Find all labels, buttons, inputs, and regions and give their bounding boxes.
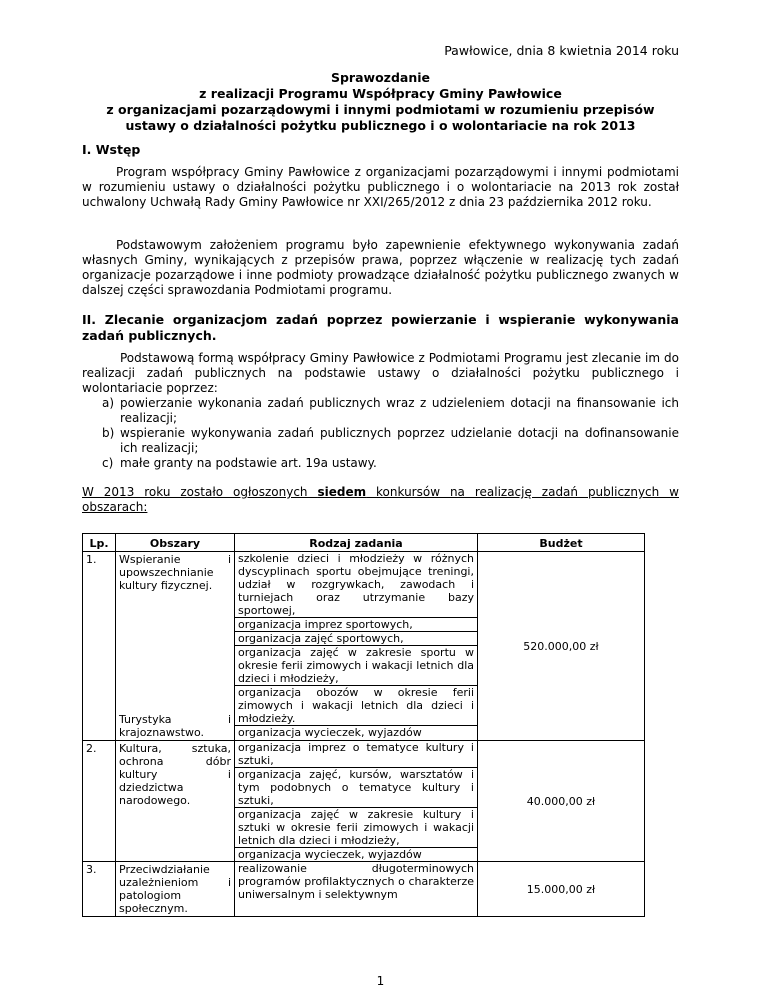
contests-count: siedem: [317, 485, 367, 499]
task-item: realizowanie długoterminowych programów profilaktycznych o charakterze uniwersalnym i selektywnym: [238, 862, 474, 901]
row-areas: [116, 552, 235, 741]
task-item: organizacja zajęć w zakresie sportu w okresie ferii zimowych i wakacji letnich dla dzieci i młodzieży,: [235, 646, 477, 686]
intro-paragraph-2: Podstawowym założeniem programu było zapewnienie efektywnego wykonywania zadań własnych Gminy, wynikających z przepisów prawa, poprzez włączenie w realizację tych zadań organizacje pozarządowe i inne podmioty prowadzące działalność pożytku publicznego zwanych w dalszej części sprawozdania Podmiotami programu.: [82, 238, 679, 297]
task-item: organizacja imprez sportowych,: [235, 618, 477, 632]
title-line: z organizacjami pozarządowymi i innymi podmiotami w rozumieniu przepisów: [106, 102, 655, 117]
row-budget: 15.000,00 zł: [478, 862, 645, 917]
row-tasks: [235, 862, 478, 917]
table-header-row: [83, 534, 645, 552]
list-text: małe granty na podstawie art. 19a ustawy.: [120, 456, 377, 470]
section-heading-commissioning: II. Zlecanie organizacjom zadań poprzez powierzanie i wspieranie wykonywania zadań publicznych.: [82, 312, 679, 343]
row-number: 2.: [83, 741, 116, 862]
row-number: 1.: [83, 552, 116, 741]
list-marker: c): [102, 456, 114, 470]
row-number: 3.: [83, 862, 116, 917]
row-areas: [116, 862, 235, 917]
document-title: [82, 70, 679, 134]
task-item: organizacja wycieczek, wyjazdów: [238, 848, 422, 861]
list-text: wspieranie wykonywania zadań publicznych poprzez udzielanie dotacji na dofinansowanie ich realizacji;: [120, 426, 679, 455]
commissioning-paragraph: Podstawową formą współpracy Gminy Pawłowice z Podmiotami Programu jest zlecanie im do realizacji zadań publicznych na podstawie ustawy o działalności pożytku publicznego i wolontariacie poprzez:: [82, 351, 679, 395]
list-item: [102, 456, 679, 471]
task-item: organizacja zajęć w zakresie kultury i sztuki w okresie ferii zimowych i wakacji letnich dla dzieci i młodzieży,: [235, 808, 477, 848]
task-item: organizacja zajęć sportowych,: [235, 632, 477, 646]
list-marker: b): [102, 426, 115, 440]
row-budget: 40.000,00 zł: [478, 741, 645, 862]
contests-text-pre: W 2013 roku zostało ogłoszonych: [82, 485, 318, 499]
list-text: powierzanie wykonania zadań publicznych wraz z udzieleniem dotacji na finansowanie ich realizacji;: [120, 396, 679, 425]
area-text: Kultura, sztuka, ochrona dóbr kultury i dziedzictwa narodowego.: [119, 742, 231, 807]
list-item: [102, 426, 679, 456]
table-row: [83, 741, 645, 862]
table-row: [83, 552, 645, 741]
forms-list: [102, 396, 679, 471]
intro-paragraph-1: Program współpracy Gminy Pawłowice z organizacjami pozarządowymi i innymi podmiotami w rozumieniu ustawy o działalności pożytku publicznego i o wolontariacie na 2013 rok został uchwalony Uchwałą Rady Gminy Pawłowice nr XXI/265/2012 z dnia 23 października 2012 roku.: [82, 165, 679, 209]
section-heading-intro: I. Wstęp: [82, 142, 141, 157]
title-line: ustawy o działalności pożytku publicznego i o wolontariacie na rok 2013: [125, 118, 636, 133]
contests-table: [82, 533, 645, 917]
area-text: Wspieranie i upowszechnianie kultury fizycznej.: [119, 553, 231, 592]
contests-paragraph: [82, 485, 679, 515]
task-item: organizacja zajęć, kursów, warsztatów i tym podobnych o tematyce kultury i sztuki,: [235, 768, 477, 808]
row-tasks: [235, 552, 478, 741]
area-text: Przeciwdziałanie uzależnieniom i patologiom społecznym.: [119, 863, 231, 915]
row-tasks: [235, 741, 478, 862]
document-date: Pawłowice, dnia 8 kwietnia 2014 roku: [444, 43, 679, 58]
list-marker: a): [102, 396, 115, 410]
area-text: Turystyka i krajoznawstwo.: [119, 713, 231, 739]
task-item: organizacja imprez o tematyce kultury i sztuki,: [235, 741, 477, 768]
header-areas: Obszary: [116, 534, 235, 552]
row-budget: 520.000,00 zł: [478, 552, 645, 741]
page-number: 1: [376, 974, 385, 988]
task-item: organizacja wycieczek, wyjazdów: [238, 726, 422, 739]
title-line: z realizacji Programu Współpracy Gminy Pawłowice: [199, 86, 562, 101]
task-item: szkolenie dzieci i młodzieży w różnych dyscyplinach sportu obejmujące treningi, udział w rozgrywkach, zawodach i turniejach oraz utrzymanie bazy sportowej,: [235, 552, 477, 618]
contests-text-post: konkursów na realizację zadań publicznych w obszarach:: [82, 485, 679, 514]
header-task-type: Rodzaj zadania: [235, 534, 478, 552]
task-item: organizacja obozów w okresie ferii zimowych i wakacji letnich dla dzieci i młodzieży.: [235, 686, 477, 726]
header-budget: Budżet: [478, 534, 645, 552]
header-lp: Lp.: [83, 534, 116, 552]
list-item: [102, 396, 679, 426]
table-row: [83, 862, 645, 917]
row-areas: [116, 741, 235, 862]
title-line: Sprawozdanie: [330, 70, 430, 85]
